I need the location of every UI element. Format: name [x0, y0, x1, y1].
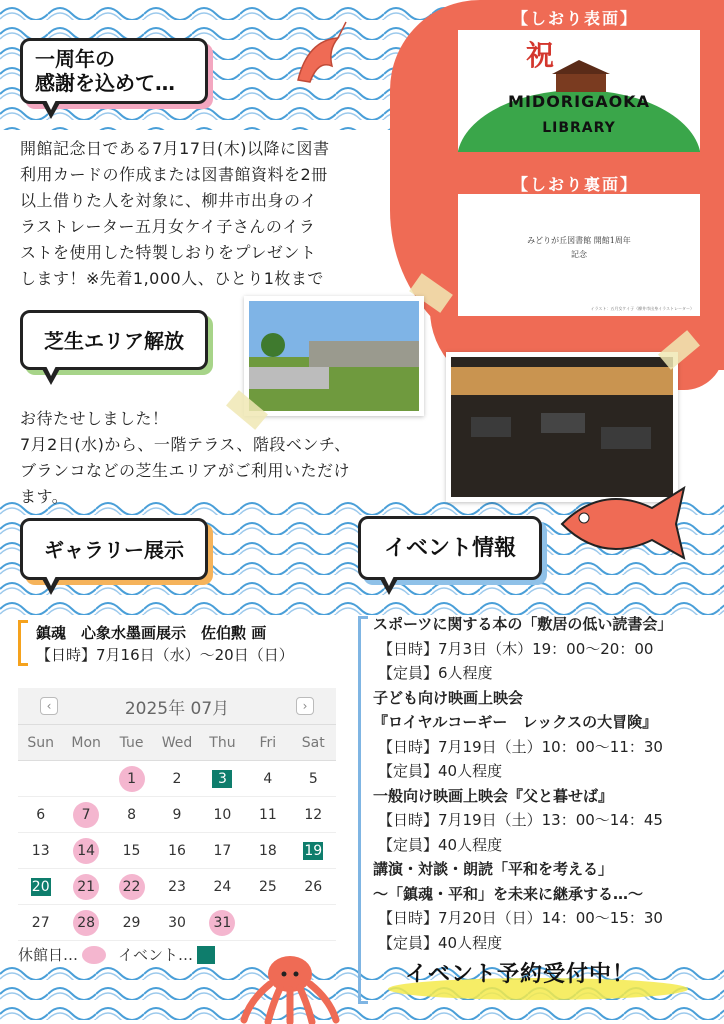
calendar-day[interactable]: [291, 761, 336, 797]
calendar-day-number: 19: [304, 842, 323, 859]
calendar-day[interactable]: [291, 833, 336, 869]
weekday-label: Sun: [27, 734, 55, 751]
gallery-title: 鎮魂 心象水墨画展示 佐伯勲 画: [36, 624, 267, 642]
weekday-label: Thu: [209, 734, 236, 751]
intro-heading-bubble: [20, 38, 208, 104]
intro-line: します！※先着1,000人、ひとり1枚まで: [20, 269, 324, 288]
weekday-label: Fri: [259, 734, 277, 751]
calendar-day-number: 9: [172, 806, 182, 823]
intro-line: 利用カードの作成または図書館資料を2冊: [20, 165, 328, 184]
intro-heading-line1: 一周年の: [35, 47, 115, 71]
bookmark-back-card: [458, 194, 700, 316]
calendar-day[interactable]: [154, 905, 199, 941]
event-title: 子ども向け映画上映会: [373, 688, 524, 707]
event-title: 講演・対談・朗読「平和を考える」: [373, 860, 614, 878]
bookmark-back-label: 【しおり裏面】: [511, 175, 638, 194]
calendar-day-number: 20: [31, 878, 50, 895]
weekday-label: Mon: [71, 734, 101, 751]
lawn-line: お待たせしました！: [20, 409, 169, 428]
bookmark-kanji: 祝: [526, 39, 555, 72]
calendar-empty-cell: [18, 761, 63, 797]
calendar-grid: [18, 760, 336, 941]
lawn-line: ブランコなどの芝生エリアがご利用いただけ: [20, 461, 351, 480]
calendar-day[interactable]: [109, 869, 154, 905]
event-detail: 【定員】40人程度: [378, 835, 503, 854]
calendar-day-number: 28: [73, 910, 99, 936]
calendar-day-number: 22: [119, 874, 145, 900]
calendar-day-number: 15: [122, 842, 141, 859]
calendar-day[interactable]: [63, 797, 108, 833]
intro-body: [20, 136, 390, 292]
calendar-day-number: 18: [258, 842, 277, 859]
lawn-heading: 芝生エリア解放: [44, 329, 184, 353]
legend-closed-swatch: [82, 946, 106, 964]
calendar-day[interactable]: [109, 761, 154, 797]
shrimp-illustration: [288, 20, 348, 90]
calendar-day-number: 24: [213, 878, 232, 895]
event-title: 『ロイヤルコーギー レックスの大冒険』: [373, 713, 658, 731]
calendar-day[interactable]: [154, 761, 199, 797]
event-detail: 【定員】40人程度: [378, 933, 503, 952]
octopus-illustration: [240, 950, 340, 1024]
calendar-day[interactable]: [109, 905, 154, 941]
legend-event-label: イベント…: [118, 946, 194, 964]
calendar-empty-cell: [291, 905, 336, 941]
calendar-day[interactable]: [245, 761, 290, 797]
calendar-day-number: 11: [258, 806, 277, 823]
event-title: 一般向け映画上映会『父と暮せば』: [373, 786, 614, 805]
events-heading-bubble: [358, 516, 542, 580]
calendar-month-label: 2025年 07月: [124, 698, 230, 719]
event-title: ～「鎮魂・平和」を未来に継承する…～: [373, 884, 644, 903]
reserve-banner: イベント予約受付中！: [405, 962, 636, 987]
gallery-heading: ギャラリー展示: [44, 538, 184, 562]
calendar-day-number: 31: [209, 910, 235, 936]
stair-bench-photo-image: [451, 357, 673, 497]
bubble-tail: [41, 577, 61, 595]
calendar-day-number: 16: [168, 842, 186, 859]
calendar-day[interactable]: [154, 833, 199, 869]
calendar-day-number: 7: [73, 802, 99, 828]
calendar-day[interactable]: [154, 797, 199, 833]
weekday-label: Sat: [301, 734, 325, 751]
lawn-line: 7月2日(水)から、一階テラス、階段ベンチ、: [20, 435, 351, 454]
calendar-day[interactable]: [200, 761, 245, 797]
bookmark-front-card: [458, 30, 700, 152]
event-title: スポーツに関する本の「敷居の低い読書会」: [373, 615, 673, 633]
calendar-empty-cell: [63, 761, 108, 797]
calendar-day[interactable]: [200, 869, 245, 905]
event-detail: 【日時】7月19日（土）13：00～14：45: [378, 811, 663, 829]
calendar-day[interactable]: [18, 869, 63, 905]
intro-line: 以上借りた人を対象に、柳井市出身のイ: [20, 191, 318, 210]
calendar-legend: [18, 944, 215, 965]
calendar-day-number: 8: [127, 806, 137, 823]
calendar-day-number: 30: [168, 914, 186, 931]
gallery-heading-bubble: [20, 518, 208, 580]
calendar-day[interactable]: [109, 833, 154, 869]
calendar-day-number: 27: [31, 914, 50, 931]
calendar-empty-cell: [245, 905, 290, 941]
calendar-day[interactable]: [245, 797, 290, 833]
calendar-day-number: 26: [304, 878, 323, 895]
bubble-tail: [41, 101, 61, 119]
calendar-day-number: 21: [73, 874, 99, 900]
lawn-heading-bubble: [20, 310, 208, 370]
logo-line1: MIDORIGAOKA: [508, 92, 650, 111]
lawn-body: [20, 406, 440, 510]
weekday-label: Tue: [119, 734, 144, 751]
bookmark-back-credit: イラスト：五月女ケイ子（柳井市出身イラストレーター）: [590, 306, 694, 311]
event-detail: 【日時】7月3日（木）19：00～20：00: [378, 639, 654, 658]
calendar-day[interactable]: [245, 869, 290, 905]
gallery-date: 【日時】7月16日（水）～20日（日）: [36, 646, 294, 664]
calendar-day-number: 13: [31, 842, 50, 859]
calendar-day[interactable]: [63, 905, 108, 941]
bubble-tail: [41, 367, 61, 385]
intro-line: ラストレーター五月女ケイ子さんのイラ: [20, 217, 316, 236]
intro-line: ストを使用した特製しおりをプレゼント: [20, 243, 317, 262]
calendar-day-number: 23: [168, 878, 186, 895]
next-month-button[interactable]: ›: [296, 697, 314, 715]
calendar-day[interactable]: [18, 905, 63, 941]
calendar-day-number: 1: [119, 766, 145, 792]
calendar-day[interactable]: [200, 797, 245, 833]
sea-bream-illustration: [552, 478, 692, 568]
lawn-line: ます。: [20, 487, 69, 506]
calendar-day-number: 14: [73, 838, 99, 864]
calendar-day[interactable]: [245, 833, 290, 869]
gallery-bracket: [18, 620, 21, 666]
events-bracket: [358, 616, 361, 1004]
calendar-day-number: 6: [36, 806, 46, 823]
calendar-day-number: 3: [212, 770, 232, 788]
event-detail: 【定員】40人程度: [378, 762, 503, 780]
bubble-tail: [379, 577, 399, 595]
bookmark-back-text: みどりが丘図書館 開館1周年 記念: [527, 236, 631, 259]
weekday-label: Wed: [161, 734, 193, 751]
event-detail: 【日時】7月20日（日）14：00～15：30: [378, 909, 663, 927]
calendar-day[interactable]: [200, 833, 245, 869]
calendar-header: [18, 688, 336, 724]
weekday-row: [18, 724, 336, 760]
calendar-day[interactable]: [18, 797, 63, 833]
calendar-day-number: 10: [213, 806, 232, 823]
calendar-day[interactable]: [291, 797, 336, 833]
calendar-day[interactable]: [154, 869, 199, 905]
events-heading: イベント情報: [383, 536, 516, 561]
calendar-day[interactable]: [63, 833, 108, 869]
terrace-photo-image: [249, 301, 419, 411]
legend-event-swatch: [197, 946, 215, 964]
calendar-day-number: 29: [122, 914, 141, 931]
calendar-day-number: 17: [213, 842, 232, 859]
intro-heading-line2: 感謝を込めて…: [35, 71, 175, 95]
event-detail: 【定員】6人程度: [378, 664, 493, 682]
calendar-day[interactable]: [109, 797, 154, 833]
calendar-day-number: 4: [263, 770, 273, 787]
legend-closed-label: 休館日…: [18, 946, 79, 964]
bookmark-front-label: 【しおり表面】: [511, 9, 638, 28]
calendar-day-number: 12: [304, 806, 323, 823]
event-detail: 【日時】7月19日（土）10：00～11：30: [378, 737, 663, 756]
logo-line2: LIBRARY: [542, 120, 616, 136]
calendar-day-number: 2: [172, 770, 182, 787]
calendar-day-number: 5: [308, 770, 318, 787]
prev-month-button[interactable]: ‹: [40, 697, 58, 715]
calendar-day[interactable]: [18, 833, 63, 869]
calendar-day-number: 25: [258, 878, 277, 895]
intro-line: 開館記念日である7月17日(木)以降に図書: [20, 139, 330, 158]
calendar: [18, 688, 336, 941]
calendar-day[interactable]: [63, 869, 108, 905]
calendar-day[interactable]: [291, 869, 336, 905]
calendar-day[interactable]: [200, 905, 245, 941]
terrace-photo: [244, 296, 424, 416]
